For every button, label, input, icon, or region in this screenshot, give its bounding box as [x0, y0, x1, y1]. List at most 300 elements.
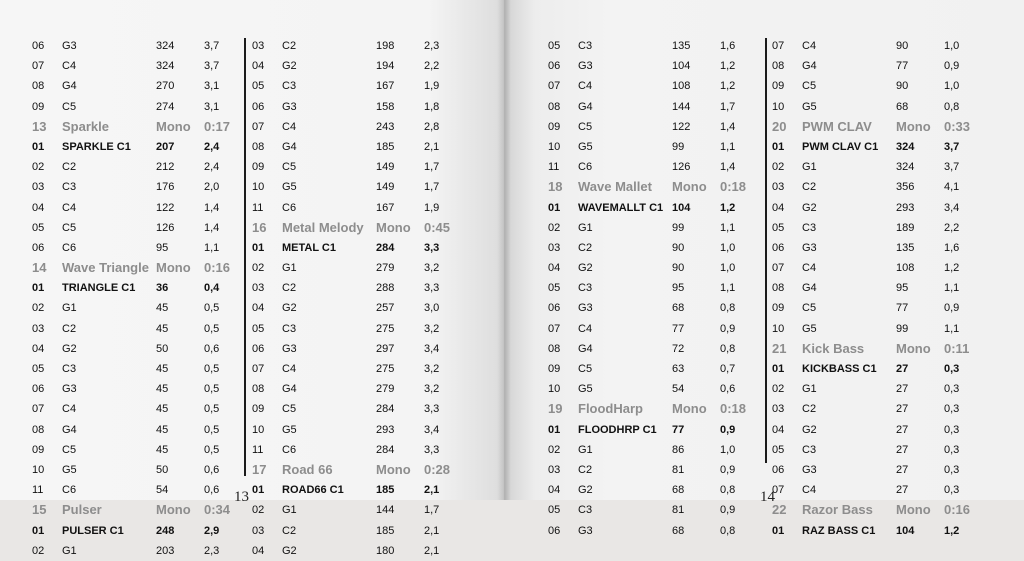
size-value: 90: [672, 241, 685, 254]
time-value: 0,8: [720, 302, 736, 315]
time-value: 0,8: [720, 484, 736, 497]
note-name: C4: [578, 322, 593, 335]
note-row: [548, 36, 758, 56]
time-value: 0,7: [720, 363, 736, 375]
time-value: 0,9: [944, 302, 960, 315]
time-value: 2,8: [424, 120, 440, 133]
time-value: 1,8: [424, 100, 440, 113]
time-value: 3,7: [204, 40, 220, 52]
note-name: G2: [62, 342, 77, 355]
size-value: 176: [156, 181, 175, 194]
time-value: 3,2: [424, 363, 440, 375]
voice-mode: Mono: [896, 340, 931, 356]
entry-number: 02: [772, 161, 785, 174]
time-value: 3,2: [424, 262, 440, 275]
entry-number: 04: [252, 302, 265, 315]
entry-number: 06: [252, 342, 265, 355]
note-row: [548, 117, 758, 137]
entry-number: 07: [252, 363, 265, 375]
entry-number: 01: [252, 241, 265, 254]
note-name: C4: [282, 120, 297, 133]
sound-name: Road 66: [282, 461, 333, 477]
note-row: [548, 218, 758, 238]
note-name: G3: [282, 100, 297, 113]
duration: 0:28: [424, 461, 451, 477]
note-row: [252, 238, 462, 258]
note-name: C3: [802, 443, 817, 456]
entry-number: 07: [252, 120, 265, 133]
size-value: 95: [156, 241, 169, 254]
note-name: G4: [282, 383, 297, 396]
note-row: [772, 460, 982, 480]
size-value: 356: [896, 181, 915, 194]
size-value: 293: [896, 201, 915, 214]
note-name: G4: [578, 100, 593, 113]
time-value: 3,4: [424, 423, 440, 436]
note-name: G5: [62, 463, 77, 476]
sound-name: Sparkle: [62, 118, 109, 134]
entry-number: 05: [772, 443, 785, 456]
sound-name: Metal Melody: [282, 219, 364, 235]
note-row: [32, 157, 242, 177]
note-row: [772, 97, 982, 117]
entry-number: 05: [32, 221, 45, 234]
note-name: ROAD66 C1: [282, 484, 344, 497]
note-row: [548, 319, 758, 339]
size-value: 27: [896, 403, 909, 416]
note-name: G1: [282, 262, 297, 275]
note-row: [772, 399, 982, 419]
note-name: G4: [802, 282, 817, 295]
sound-name: Pulser: [62, 502, 102, 518]
note-row: [32, 420, 242, 440]
duration: 0:33: [944, 118, 971, 134]
note-name: C4: [62, 60, 77, 73]
size-value: 257: [376, 302, 395, 315]
sound-name: Wave Triangle: [62, 260, 149, 276]
sound-header-row: [32, 117, 242, 137]
note-name: C4: [802, 40, 817, 52]
voice-mode: Mono: [376, 461, 411, 477]
entry-number: 06: [772, 241, 785, 254]
time-value: 1,1: [944, 282, 960, 295]
size-value: 144: [672, 100, 691, 113]
time-value: 3,2: [424, 322, 440, 335]
entry-number: 02: [252, 262, 265, 275]
size-value: 63: [672, 363, 685, 375]
note-row: [772, 36, 982, 56]
sound-name: PWM CLAV: [802, 118, 872, 134]
note-name: C5: [62, 221, 77, 234]
note-name: G2: [282, 544, 297, 557]
entry-number: 07: [772, 262, 785, 275]
size-value: 27: [896, 363, 909, 375]
size-value: 284: [376, 443, 395, 456]
note-name: G1: [802, 161, 817, 174]
voice-mode: Mono: [156, 260, 191, 276]
entry-number: 06: [772, 463, 785, 476]
entry-number: 11: [252, 201, 264, 214]
time-value: 1,6: [944, 241, 960, 254]
entry-number: 09: [252, 161, 265, 174]
time-value: 1,1: [204, 241, 220, 254]
note-row: [32, 359, 242, 379]
sound-name: Razor Bass: [802, 502, 873, 518]
time-value: 3,3: [424, 443, 440, 456]
note-row: [32, 97, 242, 117]
entry-number: 01: [772, 363, 785, 375]
note-name: C4: [282, 363, 297, 375]
note-name: TRIANGLE C1: [62, 282, 136, 295]
duration: 0:11: [944, 340, 970, 356]
entry-number: 09: [548, 120, 561, 133]
column-divider: [765, 38, 767, 463]
entry-number: 05: [252, 80, 265, 93]
note-name: G2: [578, 484, 593, 497]
note-row: [548, 76, 758, 96]
time-value: 0,6: [204, 342, 220, 355]
time-value: 3,3: [424, 241, 440, 254]
note-name: G1: [578, 443, 593, 456]
note-row: [32, 440, 242, 460]
note-name: C4: [802, 484, 817, 497]
size-value: 284: [376, 403, 395, 416]
entry-number: 10: [548, 140, 561, 153]
note-row: [252, 198, 462, 218]
column-divider: [244, 38, 246, 476]
note-row: [252, 420, 462, 440]
size-value: 36: [156, 282, 169, 295]
sound-name: Kick Bass: [802, 340, 865, 356]
note-name: C3: [282, 322, 297, 335]
note-row: [252, 258, 462, 278]
note-name: FLOODHRP C1: [578, 423, 657, 436]
size-value: 45: [156, 322, 169, 335]
duration: 0:18: [720, 401, 747, 417]
note-name: C6: [578, 161, 593, 174]
size-value: 81: [672, 504, 685, 517]
note-row: [548, 500, 758, 520]
size-value: 108: [672, 80, 691, 93]
note-name: C2: [282, 524, 297, 537]
note-row: [772, 379, 982, 399]
entry-number: 03: [548, 463, 561, 476]
time-value: 1,2: [944, 524, 960, 537]
note-name: KICKBASS C1: [802, 363, 877, 375]
entry-number: 03: [252, 282, 265, 295]
note-row: [548, 440, 758, 460]
note-name: C5: [578, 120, 593, 133]
entry-number: 04: [32, 342, 45, 355]
note-name: G4: [578, 342, 593, 355]
duration: 0:18: [720, 179, 747, 195]
size-value: 144: [376, 504, 395, 517]
time-value: 3,1: [204, 80, 220, 93]
time-value: 2,2: [424, 60, 440, 73]
note-name: C3: [578, 504, 593, 517]
size-value: 212: [156, 161, 175, 174]
entry-number: 10: [772, 322, 785, 335]
size-value: 185: [376, 484, 395, 497]
note-row: [32, 36, 242, 56]
time-value: 1,0: [720, 241, 736, 254]
time-value: 4,1: [944, 181, 960, 194]
note-row: [548, 56, 758, 76]
entry-number: 04: [772, 423, 785, 436]
note-name: C2: [62, 161, 77, 174]
entry-number: 08: [32, 423, 45, 436]
size-value: 270: [156, 80, 175, 93]
note-row: [252, 440, 462, 460]
time-value: 3,4: [424, 342, 440, 355]
size-value: 68: [672, 302, 685, 315]
note-name: G4: [282, 140, 297, 153]
time-value: 2,1: [424, 524, 440, 537]
size-value: 198: [376, 40, 395, 52]
entry-number: 22: [772, 502, 787, 518]
entry-number: 02: [252, 504, 265, 517]
note-row: [32, 76, 242, 96]
note-row: [252, 97, 462, 117]
entry-number: 03: [252, 524, 265, 537]
note-row: [772, 480, 982, 500]
note-row: [548, 379, 758, 399]
note-name: G2: [282, 302, 297, 315]
note-name: G5: [578, 140, 593, 153]
note-row: [252, 157, 462, 177]
size-value: 77: [672, 423, 685, 436]
note-row: [772, 56, 982, 76]
sound-header-row: [772, 339, 982, 359]
entry-number: 04: [252, 544, 265, 557]
sound-header-row: [252, 218, 462, 238]
note-row: [252, 278, 462, 298]
note-row: [548, 359, 758, 379]
size-value: 149: [376, 161, 395, 174]
size-value: 45: [156, 403, 169, 416]
note-name: G3: [62, 40, 77, 52]
note-row: [252, 480, 462, 500]
note-row: [772, 521, 982, 541]
note-name: RAZ BASS C1: [802, 524, 876, 537]
voice-mode: Mono: [672, 179, 707, 195]
note-name: C6: [62, 484, 77, 497]
note-name: C5: [802, 80, 817, 93]
size-value: 90: [672, 262, 685, 275]
entry-number: 02: [32, 161, 45, 174]
entry-number: 08: [32, 80, 45, 93]
entry-number: 10: [772, 100, 785, 113]
entry-number: 07: [548, 322, 561, 335]
time-value: 2,3: [204, 544, 220, 557]
size-value: 158: [376, 100, 395, 113]
time-value: 0,9: [720, 322, 736, 335]
size-value: 99: [896, 322, 909, 335]
size-value: 194: [376, 60, 395, 73]
time-value: 2,2: [944, 221, 960, 234]
size-value: 104: [896, 524, 915, 537]
note-row: [252, 56, 462, 76]
note-name: G3: [282, 342, 297, 355]
time-value: 1,7: [424, 161, 440, 174]
note-row: [252, 177, 462, 197]
note-name: G3: [802, 463, 817, 476]
size-value: 324: [156, 40, 175, 52]
entry-number: 14: [32, 260, 47, 276]
note-name: G2: [578, 262, 593, 275]
note-name: C2: [62, 322, 77, 335]
time-value: 1,9: [424, 80, 440, 93]
entry-number: 11: [32, 484, 44, 497]
time-value: 0,6: [204, 463, 220, 476]
entry-number: 09: [252, 403, 265, 416]
note-row: [772, 278, 982, 298]
time-value: 3,0: [424, 302, 440, 315]
entry-number: 06: [252, 100, 265, 113]
note-name: G3: [578, 302, 593, 315]
size-value: 77: [896, 60, 909, 73]
note-name: C3: [62, 363, 77, 375]
time-value: 1,2: [720, 80, 736, 93]
entry-number: 07: [548, 80, 561, 93]
time-value: 0,8: [720, 524, 736, 537]
entry-number: 15: [32, 502, 47, 518]
size-value: 68: [896, 100, 909, 113]
time-value: 1,4: [204, 221, 220, 234]
duration: 0:16: [204, 260, 231, 276]
entry-number: 05: [548, 40, 561, 52]
note-row: [32, 137, 242, 157]
book-gutter: [497, 0, 511, 500]
note-name: C4: [802, 262, 817, 275]
time-value: 1,1: [944, 322, 960, 335]
entry-number: 01: [252, 484, 265, 497]
size-value: 54: [672, 383, 685, 396]
voice-mode: Mono: [156, 118, 191, 134]
size-value: 68: [672, 484, 685, 497]
note-name: C5: [282, 161, 297, 174]
note-row: [772, 177, 982, 197]
note-row: [252, 339, 462, 359]
note-name: C2: [802, 403, 817, 416]
time-value: 0,3: [944, 363, 960, 375]
note-name: G5: [802, 100, 817, 113]
note-name: C2: [802, 181, 817, 194]
time-value: 1,0: [720, 443, 736, 456]
note-name: G5: [578, 383, 593, 396]
note-name: C5: [578, 363, 593, 375]
note-row: [252, 379, 462, 399]
duration: 0:17: [204, 118, 231, 134]
time-value: 0,4: [204, 282, 220, 295]
entry-number: 05: [548, 504, 561, 517]
note-row: [252, 76, 462, 96]
time-value: 1,6: [720, 40, 736, 52]
note-row: [548, 157, 758, 177]
entry-number: 03: [772, 181, 785, 194]
note-row: [252, 117, 462, 137]
time-value: 0,5: [204, 383, 220, 396]
size-value: 99: [672, 140, 685, 153]
time-value: 1,1: [720, 282, 736, 295]
size-value: 27: [896, 484, 909, 497]
entry-number: 06: [32, 383, 45, 396]
time-value: 1,0: [720, 262, 736, 275]
time-value: 0,3: [944, 423, 960, 436]
note-name: C6: [62, 241, 77, 254]
sound-header-row: [548, 399, 758, 419]
voice-mode: Mono: [672, 401, 707, 417]
note-name: G5: [282, 181, 297, 194]
note-row: [32, 278, 242, 298]
entry-number: 10: [32, 463, 45, 476]
note-row: [772, 440, 982, 460]
note-row: [252, 36, 462, 56]
size-value: 27: [896, 463, 909, 476]
size-value: 45: [156, 443, 169, 456]
note-name: C6: [282, 443, 297, 456]
note-name: G4: [802, 60, 817, 73]
right-page: [504, 0, 1024, 537]
time-value: 1,2: [944, 262, 960, 275]
size-value: 274: [156, 100, 175, 113]
note-name: G3: [802, 241, 817, 254]
size-value: 77: [896, 302, 909, 315]
size-value: 27: [896, 383, 909, 396]
note-name: C2: [282, 40, 297, 52]
note-row: [252, 319, 462, 339]
size-value: 297: [376, 342, 395, 355]
note-row: [772, 137, 982, 157]
time-value: 0,5: [204, 403, 220, 416]
size-value: 275: [376, 363, 395, 375]
time-value: 1,0: [944, 40, 960, 52]
size-value: 104: [672, 60, 691, 73]
left-page: [0, 0, 504, 557]
note-name: C3: [578, 282, 593, 295]
column-r1: [548, 36, 758, 537]
note-name: C4: [578, 80, 593, 93]
size-value: 104: [672, 201, 691, 214]
size-value: 90: [896, 80, 909, 93]
entry-number: 06: [548, 302, 561, 315]
note-name: G1: [802, 383, 817, 396]
time-value: 3,4: [944, 201, 960, 214]
note-row: [32, 319, 242, 339]
size-value: 95: [672, 282, 685, 295]
note-name: C2: [578, 463, 593, 476]
entry-number: 09: [548, 363, 561, 375]
entry-number: 19: [548, 401, 563, 417]
note-row: [32, 339, 242, 359]
time-value: 1,7: [424, 181, 440, 194]
note-name: C4: [62, 403, 77, 416]
note-row: [252, 399, 462, 419]
time-value: 1,4: [720, 120, 736, 133]
entry-number: 16: [252, 219, 267, 235]
size-value: 81: [672, 463, 685, 476]
note-row: [32, 379, 242, 399]
size-value: 50: [156, 463, 169, 476]
entry-number: 01: [548, 201, 561, 214]
note-row: [548, 521, 758, 541]
note-name: G3: [578, 60, 593, 73]
note-row: [548, 258, 758, 278]
time-value: 0,6: [204, 484, 220, 497]
time-value: 3,7: [204, 60, 220, 73]
time-value: 0,5: [204, 443, 220, 456]
time-value: 3,2: [424, 383, 440, 396]
